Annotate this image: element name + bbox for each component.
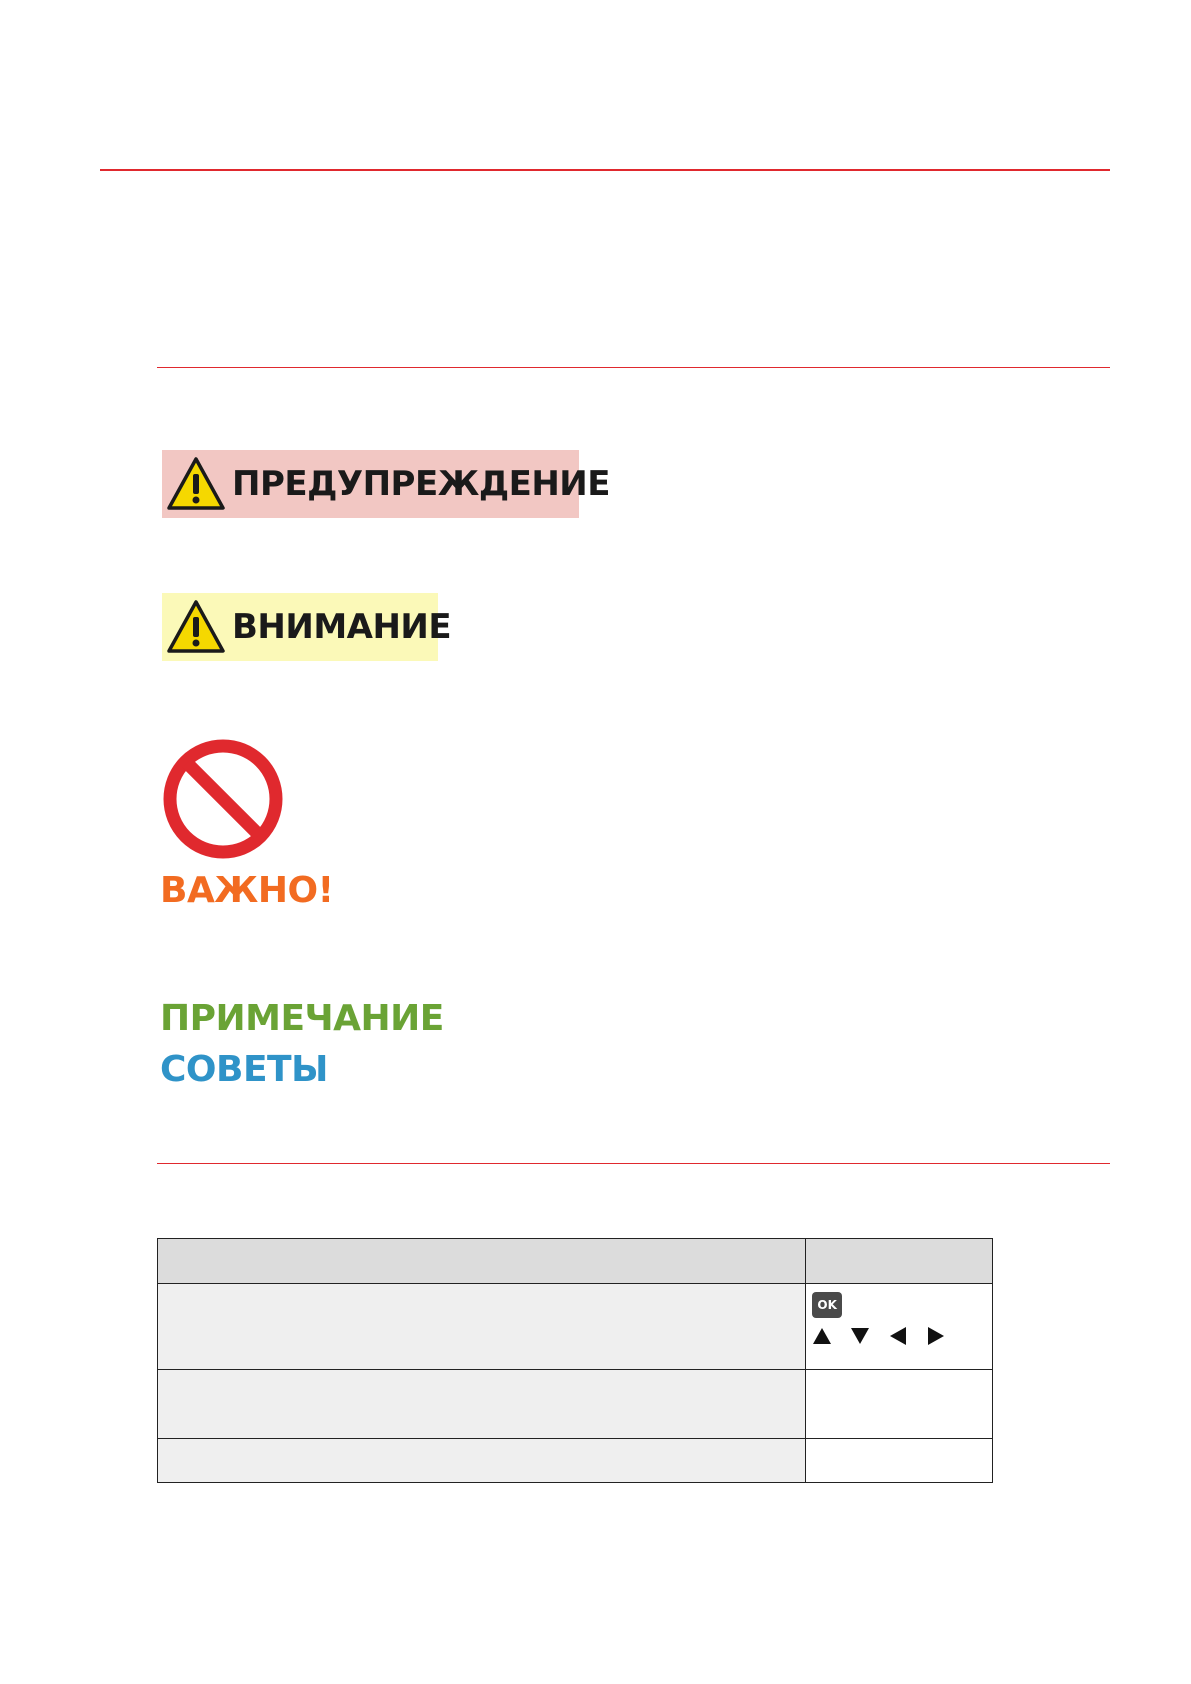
table-header-cell (806, 1239, 993, 1284)
arrow-left-icon (888, 1326, 908, 1346)
warning-label (162, 450, 610, 518)
table-cell (806, 1370, 993, 1439)
note-heading: ПРИМЕЧАНИЕ (160, 998, 444, 1039)
important-heading: ВАЖНО! (160, 870, 334, 911)
table-header-cell (158, 1239, 806, 1284)
table-cell (158, 1439, 806, 1483)
tips-heading: СОВЕТЫ (160, 1049, 328, 1090)
arrow-keys (812, 1326, 986, 1346)
table-cell-keys (806, 1284, 993, 1370)
arrow-up-icon (812, 1326, 832, 1346)
section-divider-2 (157, 1163, 1110, 1164)
arrow-right-icon (926, 1326, 946, 1346)
arrow-down-icon (850, 1326, 870, 1346)
table-cell (158, 1370, 806, 1439)
caution-text: ВНИМАНИЕ (232, 607, 452, 647)
table-cell (158, 1284, 806, 1370)
warning-triangle-icon (166, 599, 226, 655)
caution-label (162, 593, 452, 661)
ok-key-icon: OK (812, 1292, 842, 1318)
table-row (158, 1284, 993, 1370)
table-row (158, 1370, 993, 1439)
warning-text: ПРЕДУПРЕЖДЕНИЕ (232, 464, 610, 504)
table-header-row (158, 1239, 993, 1284)
key-table (157, 1238, 993, 1483)
table-row (158, 1439, 993, 1483)
warning-triangle-icon (166, 456, 226, 512)
prohibited-icon (162, 738, 284, 860)
table-cell (806, 1439, 993, 1483)
section-divider-1 (157, 367, 1110, 368)
top-divider (100, 169, 1110, 171)
